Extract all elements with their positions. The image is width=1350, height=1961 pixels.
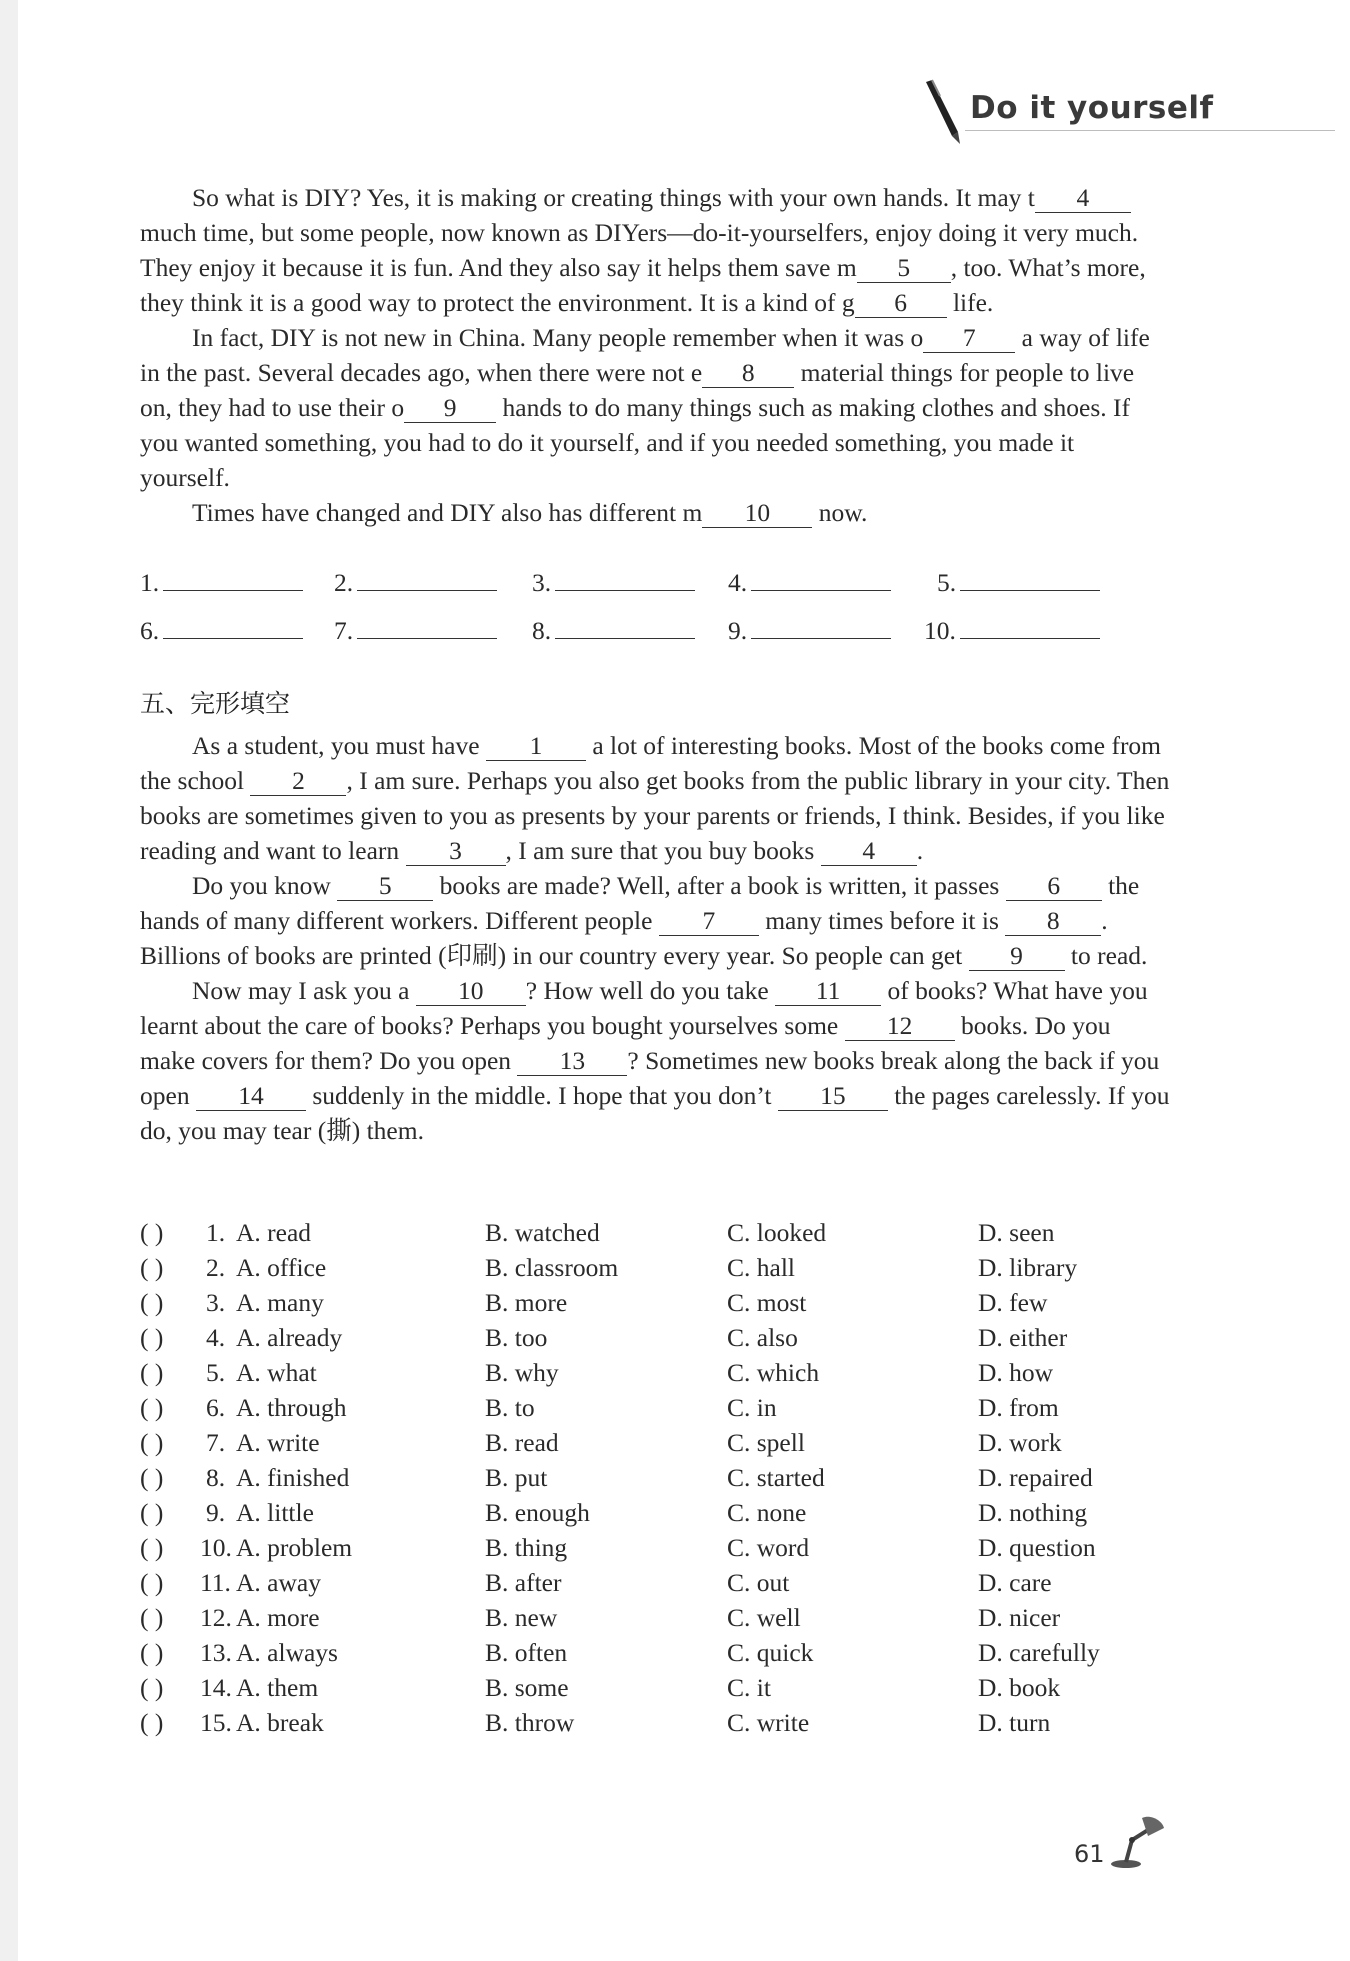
blank-8: 8 — [1005, 907, 1101, 936]
option-d: D. either — [978, 1323, 1068, 1352]
paragraph — [140, 180, 1170, 320]
desk-lamp-icon — [1108, 1810, 1170, 1870]
question-number: 11. — [200, 1568, 231, 1597]
blank-9: 9 — [969, 942, 1065, 971]
option-a: A. away — [236, 1568, 321, 1597]
text: In fact, DIY is not new in China. Many people remember when it was o — [192, 323, 924, 352]
choice-row-1 — [140, 1218, 1140, 1253]
option-a: A. write — [236, 1428, 320, 1457]
option-b: B. to — [485, 1393, 535, 1422]
blank-14: 14 — [196, 1082, 306, 1111]
blank-3: 3 — [406, 837, 506, 866]
option-b: B. often — [485, 1638, 568, 1667]
text: the hands of many different workers. Different people — [140, 871, 1140, 935]
blank-8: 8 — [702, 359, 794, 388]
choice-row-3 — [140, 1288, 1140, 1323]
option-b: B. why — [485, 1358, 559, 1387]
text: to read. — [1064, 941, 1148, 970]
text: hands to do many things such as making clothes and shoes. If you wanted something, you had to do it yourself, and if you needed something, you made it yourself. — [140, 393, 1131, 492]
option-b: B. too — [485, 1323, 548, 1352]
choice-row-15 — [140, 1708, 1140, 1743]
text: much time, but some people, now known as DIYers—do-it-yourselfers, enjoy doing it very much. They enjoy it because it is fun. And they also say it helps them save m — [140, 218, 1139, 282]
question-number: 7. — [206, 1428, 226, 1457]
blank-15: 15 — [778, 1082, 888, 1111]
option-a: A. finished — [236, 1463, 350, 1492]
paragraph — [140, 868, 1170, 973]
question-number: 2. — [206, 1253, 226, 1282]
option-c: C. which — [727, 1358, 820, 1387]
option-c: C. also — [727, 1323, 798, 1352]
text: material things for people to live on, they had to use their o — [140, 358, 1135, 422]
option-d: D. repaired — [978, 1463, 1093, 1492]
option-a: A. office — [236, 1253, 327, 1282]
text: books are made? Well, after a book is written, it passes — [433, 871, 1006, 900]
option-d: D. book — [978, 1673, 1061, 1702]
answer-line-1[interactable] — [140, 568, 303, 598]
text: a way of life in the past. Several decades ago, when there were not e — [140, 323, 1150, 387]
choice-row-12 — [140, 1603, 1140, 1638]
blank-7: 7 — [923, 324, 1015, 353]
question-number: 15. — [200, 1708, 232, 1737]
answer-bracket[interactable]: ( ) — [140, 1428, 164, 1457]
option-d: D. nicer — [978, 1603, 1061, 1632]
option-a: A. break — [236, 1708, 324, 1737]
option-b: B. read — [485, 1428, 559, 1457]
option-c: C. none — [727, 1498, 807, 1527]
choice-row-13 — [140, 1638, 1140, 1673]
text: , I am sure. Perhaps you also get books from the public library in your city. Then books are sometimes given to you as presents by your parents or friends, I think. Besides, if you like reading and want to learn — [140, 766, 1170, 865]
blank-2: 2 — [250, 767, 346, 796]
option-a: A. them — [236, 1673, 319, 1702]
answer-label: 8. — [532, 616, 552, 645]
question-number: 3. — [206, 1288, 226, 1317]
choice-row-2 — [140, 1253, 1140, 1288]
question-number: 14. — [200, 1673, 232, 1702]
answer-bracket[interactable]: ( ) — [140, 1288, 164, 1317]
option-b: B. thing — [485, 1533, 568, 1562]
answer-line-2[interactable] — [334, 568, 497, 598]
option-d: D. work — [978, 1428, 1062, 1457]
text: Times have changed and DIY also has different m — [192, 498, 703, 527]
answer-line-7[interactable] — [334, 616, 497, 646]
blank-11: 11 — [775, 977, 881, 1006]
option-c: C. well — [727, 1603, 801, 1632]
blank-10: 10 — [416, 977, 526, 1006]
answer-bracket[interactable]: ( ) — [140, 1253, 164, 1282]
option-d: D. how — [978, 1358, 1054, 1387]
answer-bracket[interactable]: ( ) — [140, 1358, 164, 1387]
header-title: Do it yourself — [970, 90, 1214, 126]
answer-bracket[interactable]: ( ) — [140, 1498, 164, 1527]
question-number: 1. — [206, 1218, 226, 1247]
option-d: D. seen — [978, 1218, 1055, 1247]
option-b: B. after — [485, 1568, 562, 1597]
passage-books — [140, 728, 1170, 1148]
option-a: A. what — [236, 1358, 317, 1387]
option-c: C. out — [727, 1568, 790, 1597]
blank-4: 4 — [821, 837, 917, 866]
question-number: 13. — [200, 1638, 232, 1667]
text: Now may I ask you a — [192, 976, 416, 1005]
option-d: D. from — [978, 1393, 1059, 1422]
text: ? How well do you take — [525, 976, 776, 1005]
text: . — [916, 836, 924, 865]
option-d: D. few — [978, 1288, 1048, 1317]
option-a: A. more — [236, 1603, 320, 1632]
answer-line-8[interactable] — [532, 616, 695, 646]
option-d: D. care — [978, 1568, 1052, 1597]
blank-1: 1 — [486, 732, 586, 761]
blank-12: 12 — [845, 1012, 955, 1041]
question-number: 5. — [206, 1358, 226, 1387]
answer-bracket[interactable]: ( ) — [140, 1323, 164, 1352]
question-number: 6. — [206, 1393, 226, 1422]
answer-line-3[interactable] — [532, 568, 695, 598]
option-b: B. watched — [485, 1218, 600, 1247]
paragraph — [140, 728, 1170, 868]
text: now. — [812, 498, 868, 527]
paragraph — [140, 495, 1170, 530]
blank-6: 6 — [1006, 872, 1102, 901]
text: , too. What’s more, they think it is a good way to protect the environment. It is a kind of g — [140, 253, 1146, 317]
option-c: C. in — [727, 1393, 777, 1422]
passage-diy — [140, 180, 1170, 530]
answer-line-5[interactable] — [937, 568, 1100, 598]
section-header — [910, 78, 1330, 148]
option-c: C. it — [727, 1673, 771, 1702]
option-a: A. read — [236, 1218, 312, 1247]
answer-label: 2. — [334, 568, 354, 597]
choice-row-5 — [140, 1358, 1140, 1393]
header-rule — [965, 130, 1335, 131]
question-number: 12. — [200, 1603, 232, 1632]
text: , I am sure that you buy books — [505, 836, 821, 865]
answer-label: 7. — [334, 616, 354, 645]
answer-line-9[interactable] — [728, 616, 891, 646]
option-b: B. put — [485, 1463, 548, 1492]
text: suddenly in the middle. I hope that you don’t — [305, 1081, 778, 1110]
blank-9: 9 — [404, 394, 496, 423]
answer-bracket[interactable]: ( ) — [140, 1708, 164, 1737]
option-d: D. nothing — [978, 1498, 1088, 1527]
option-c: C. word — [727, 1533, 810, 1562]
question-number: 10. — [200, 1533, 232, 1562]
answer-bracket[interactable]: ( ) — [140, 1463, 164, 1492]
question-number: 9. — [206, 1498, 226, 1527]
answer-line-4[interactable] — [728, 568, 891, 598]
option-b: B. some — [485, 1673, 569, 1702]
choice-row-4 — [140, 1323, 1140, 1358]
answer-line-10[interactable] — [924, 616, 1100, 646]
choice-row-9 — [140, 1498, 1140, 1533]
answer-label: 10. — [924, 616, 956, 645]
option-c: C. started — [727, 1463, 825, 1492]
option-c: C. hall — [727, 1253, 795, 1282]
text: . Billions of books are printed (印刷) in our country every year. So people can get — [140, 906, 1108, 970]
option-b: B. more — [485, 1288, 568, 1317]
text: many times before it is — [758, 906, 1006, 935]
answer-label: 6. — [140, 616, 160, 645]
answer-bracket[interactable]: ( ) — [140, 1393, 164, 1422]
paragraph — [140, 973, 1170, 1148]
choice-row-14 — [140, 1673, 1140, 1708]
blank-10: 10 — [702, 499, 812, 528]
answer-bracket[interactable]: ( ) — [140, 1218, 164, 1247]
blank-7: 7 — [659, 907, 759, 936]
answer-bracket[interactable]: ( ) — [140, 1673, 164, 1702]
text: As a student, you must have — [192, 731, 486, 760]
option-b: B. new — [485, 1603, 558, 1632]
text: the pages carelessly. If you do, you may tear (撕) them. — [140, 1081, 1170, 1145]
answer-bracket[interactable]: ( ) — [140, 1568, 164, 1597]
text: of books? What have you learnt about the care of books? Perhaps you bought yourselves some — [140, 976, 1148, 1040]
answer-label: 1. — [140, 568, 160, 597]
option-a: A. always — [236, 1638, 338, 1667]
answer-bracket[interactable]: ( ) — [140, 1638, 164, 1667]
text: So what is DIY? Yes, it is making or creating things with your own hands. It may t — [192, 183, 1035, 212]
option-a: A. already — [236, 1323, 343, 1352]
option-c: C. most — [727, 1288, 807, 1317]
option-b: B. throw — [485, 1708, 575, 1737]
choice-row-7 — [140, 1428, 1140, 1463]
option-c: C. write — [727, 1708, 810, 1737]
blank-13: 13 — [517, 1047, 627, 1076]
answer-line-6[interactable] — [140, 616, 303, 646]
answer-label: 5. — [937, 568, 957, 597]
choice-row-11 — [140, 1568, 1140, 1603]
question-number: 4. — [206, 1323, 226, 1352]
option-a: A. little — [236, 1498, 314, 1527]
blank-5: 5 — [857, 254, 951, 283]
option-c: C. quick — [727, 1638, 814, 1667]
option-d: D. turn — [978, 1708, 1051, 1737]
option-c: C. looked — [727, 1218, 827, 1247]
blank-4: 4 — [1035, 184, 1131, 213]
text: books. Do you make covers for them? Do you open — [140, 1011, 1111, 1075]
option-a: A. through — [236, 1393, 347, 1422]
paragraph — [140, 320, 1170, 495]
option-d: D. carefully — [978, 1638, 1100, 1667]
answer-label: 9. — [728, 616, 748, 645]
question-number: 8. — [206, 1463, 226, 1492]
blank-6: 6 — [855, 289, 947, 318]
text: Do you know — [192, 871, 338, 900]
section-title: 五、完形填空 — [140, 689, 291, 718]
answer-label: 4. — [728, 568, 748, 597]
text: life. — [946, 288, 994, 317]
option-b: B. enough — [485, 1498, 590, 1527]
choice-row-10 — [140, 1533, 1140, 1568]
option-c: C. spell — [727, 1428, 805, 1457]
answer-bracket[interactable]: ( ) — [140, 1533, 164, 1562]
choices-list — [140, 1218, 1140, 1743]
choice-row-8 — [140, 1463, 1140, 1498]
pen-icon — [918, 78, 968, 148]
option-d: D. question — [978, 1533, 1096, 1562]
blank-5: 5 — [337, 872, 433, 901]
answer-label: 3. — [532, 568, 552, 597]
page-number: 61 — [1074, 1840, 1105, 1868]
text: ? Sometimes new books break along the back if you open — [140, 1046, 1160, 1110]
option-a: A. problem — [236, 1533, 353, 1562]
choice-row-6 — [140, 1393, 1140, 1428]
option-d: D. library — [978, 1253, 1078, 1282]
option-a: A. many — [236, 1288, 324, 1317]
text: a lot of interesting books. Most of the books come from the school — [140, 731, 1162, 795]
option-b: B. classroom — [485, 1253, 619, 1282]
answer-bracket[interactable]: ( ) — [140, 1603, 164, 1632]
